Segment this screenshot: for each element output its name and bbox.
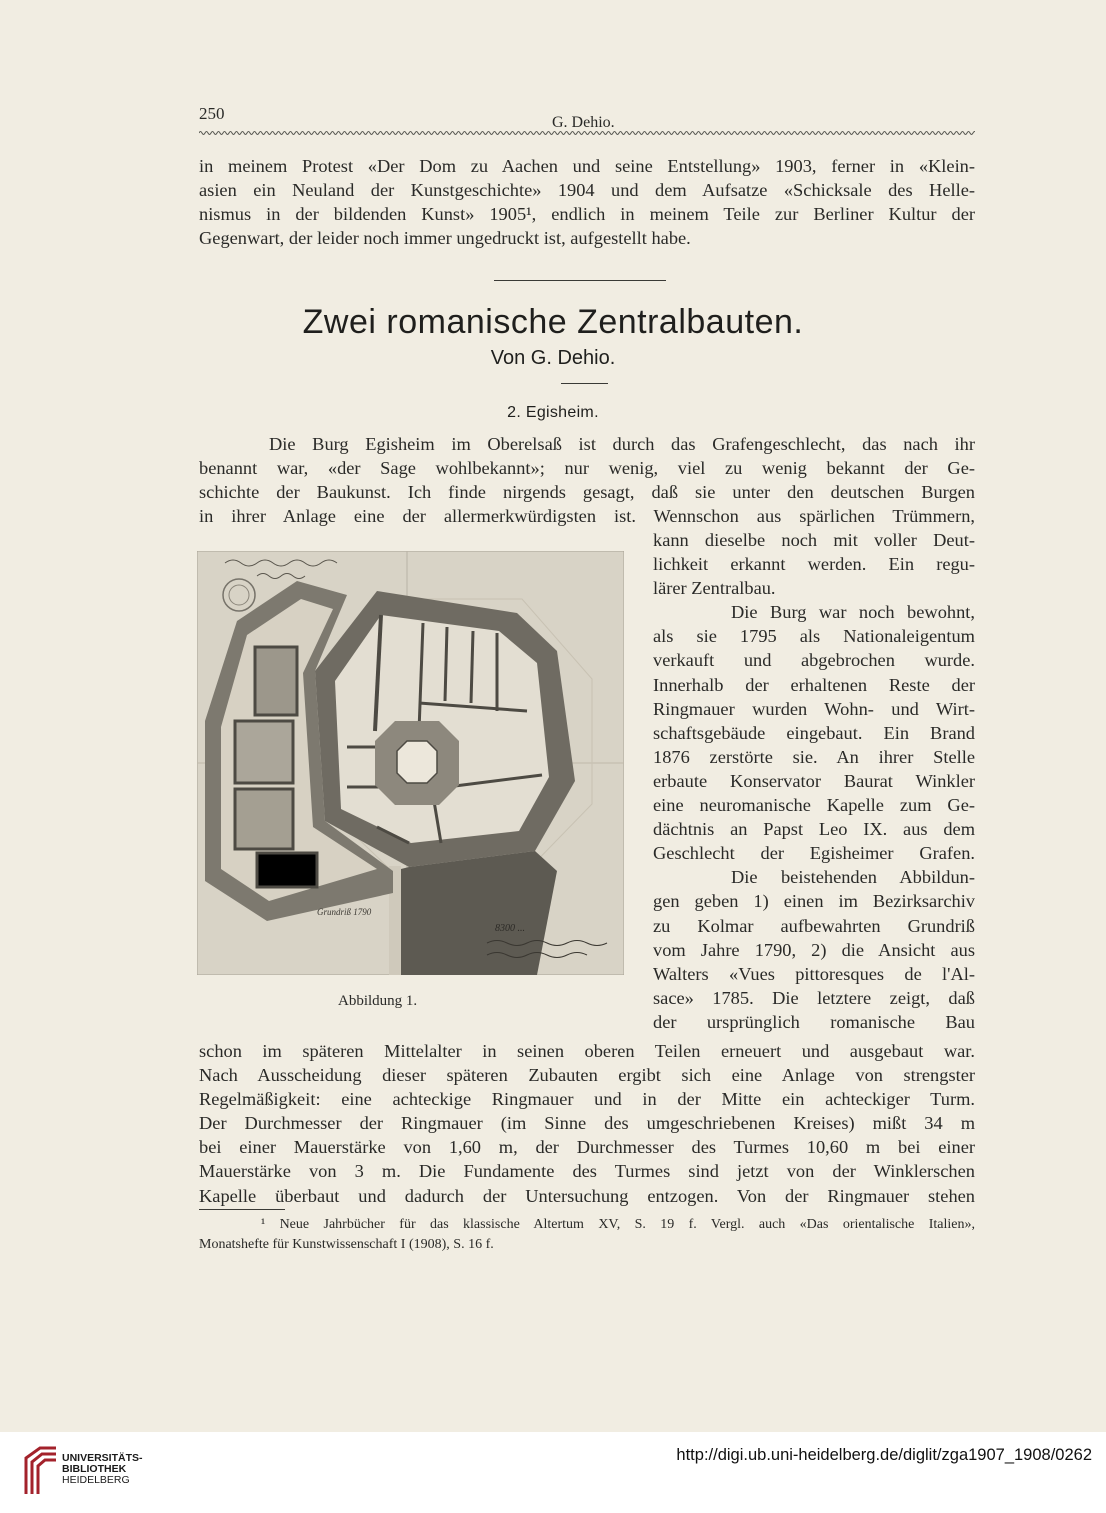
footer-bar (0, 1432, 1106, 1513)
text-line: Regelmäßigkeit: eine achteckige Ringmauer und in der Mitte ein achteckiger Turm. (199, 1089, 975, 1110)
byline-rule (561, 383, 608, 384)
paragraph-1 (199, 432, 975, 528)
text-line: zu Kolmar aufbewahrten Grundriß (653, 915, 975, 936)
text-line: Der Durchmesser der Ringmauer (im Sinne des umgeschriebenen Kreises) mißt 34 m (199, 1113, 975, 1134)
footnote-line: Monatshefte für Kunstwissenschaft I (1908), S. 16 f. (199, 1236, 494, 1252)
plan-scale-note: 8300 ... (495, 923, 525, 934)
footnote-rule (199, 1209, 285, 1210)
library-name (62, 1453, 143, 1486)
column-paragraph (653, 528, 975, 1034)
text-line: 1876 zerstörte sie. An ihrer Stelle (653, 746, 975, 767)
header-ornament-rule (199, 129, 975, 137)
text-line: vom Jahre 1790, 2) die Ansicht aus (653, 939, 975, 960)
footnote (199, 1215, 975, 1254)
text-line: schon im späteren Mittelalter in seinen oberen Teilen erneuert und ausgebaut war. (199, 1041, 975, 1061)
figure-1-floor-plan (197, 551, 624, 975)
text-line: Die Burg Egisheim im Oberelsaß ist durch das Grafengeschlecht, das nach ihr (269, 434, 975, 454)
text-line: Nach Ausscheidung dieser späteren Zubauten ergibt sich eine Anlage von strengster (199, 1065, 975, 1086)
article-byline: Von G. Dehio. (490, 347, 616, 369)
text-line: der ursprünglich romanische Bau (653, 1011, 975, 1032)
library-logo-icon (24, 1446, 58, 1496)
text-line: Kapelle überbaut und dadurch der Untersuchung entzogen. Von der Ringmauer stehen (199, 1185, 975, 1206)
text-line: Die Burg war noch bewohnt, (731, 602, 975, 623)
text-line: gen geben 1) einen im Bezirksarchiv (653, 891, 975, 912)
text-line: Innerhalb der erhaltenen Reste der (653, 674, 975, 695)
section-divider (494, 280, 666, 281)
footnote-line: ¹ Neue Jahrbücher für das klassische Altertum XV, S. 19 f. Vergl. auch «Das orientalische Italien», (261, 1217, 975, 1232)
library-line: UNIVERSITÄTS- (62, 1452, 143, 1464)
paragraph-continued (199, 1039, 975, 1208)
library-line: HEIDELBERG (62, 1474, 130, 1486)
text-line: in ihrer Anlage eine der allermerkwürdigsten ist. Wennschon aus spärlichen Trümmern, (199, 506, 975, 527)
plan-handwritten-label: Grundriß 1790 (317, 907, 372, 917)
text-line: verkauft und abgebrochen wurde. (653, 650, 975, 671)
text-line: Die beistehenden Abbildun- (731, 867, 975, 888)
text-line: dächtnis an Papst Leo IX. aus dem (653, 819, 975, 840)
figure-caption: Abbildung 1. (338, 993, 418, 1009)
text-line: lichkeit erkannt werden. Ein regu- (653, 554, 975, 575)
text-line: Walters «Vues pittoresques de l'Al- (653, 963, 975, 984)
text-line: nismus in der bildenden Kunst» 1905¹, endlich in meinem Teile zur Berliner Kultur der (199, 204, 975, 225)
running-head-author: G. Dehio. (552, 114, 615, 131)
text-line: sace» 1785. Die letztere zeigt, daß (653, 987, 975, 1008)
text-line: in meinem Protest «Der Dom zu Aachen und seine Entstellung» 1903, ferner in «Klein- (199, 156, 975, 176)
text-line: Mauerstärke von 3 m. Die Fundamente des Turmes sind jetzt von der Winklerschen (199, 1161, 975, 1182)
text-line: kann dieselbe noch mit voller Deut- (653, 530, 975, 550)
page-number: 250 (199, 104, 225, 123)
text-line: als sie 1795 als Nationaleigentum (653, 626, 975, 647)
text-line: Ringmauer wurden Wohn- und Wirt- (653, 698, 975, 719)
permalink-url[interactable]: http://digi.ub.uni-heidelberg.de/diglit/zga1907_1908/0262 (676, 1446, 1092, 1464)
text-line: asien ein Neuland der Kunstgeschichte» 1904 und dem Aufsatze «Schicksale des Helle- (199, 180, 975, 201)
text-line: bei einer Mauerstärke von 1,60 m, der Durchmesser des Turmes 10,60 m bei einer (199, 1137, 975, 1158)
article-title: Zwei romanische Zentralbauten. (302, 303, 804, 341)
intro-paragraph (199, 154, 975, 250)
text-line: Gegenwart, der leider noch immer ungedruckt ist, aufgestellt habe. (199, 228, 691, 249)
text-line: Geschlecht der Egisheimer Grafen. (653, 843, 975, 864)
text-line: schaftsgebäude eingebaut. Ein Brand (653, 722, 975, 743)
library-line: BIBLIOTHEK (62, 1463, 127, 1475)
text-line: lärer Zentralbau. (653, 578, 776, 599)
section-heading: 2. Egisheim. (507, 404, 599, 421)
text-line: eine neuromanische Kapelle zum Ge- (653, 795, 975, 816)
text-line: erbaute Konservator Baurat Winkler (653, 770, 975, 791)
text-line: schichte der Baukunst. Ich finde nirgends gesagt, daß sie unter den deutschen Burgen (199, 482, 975, 503)
text-line: benannt war, «der Sage wohlbekannt»; nur wenig, viel zu wenig bekannt der Ge- (199, 458, 975, 479)
